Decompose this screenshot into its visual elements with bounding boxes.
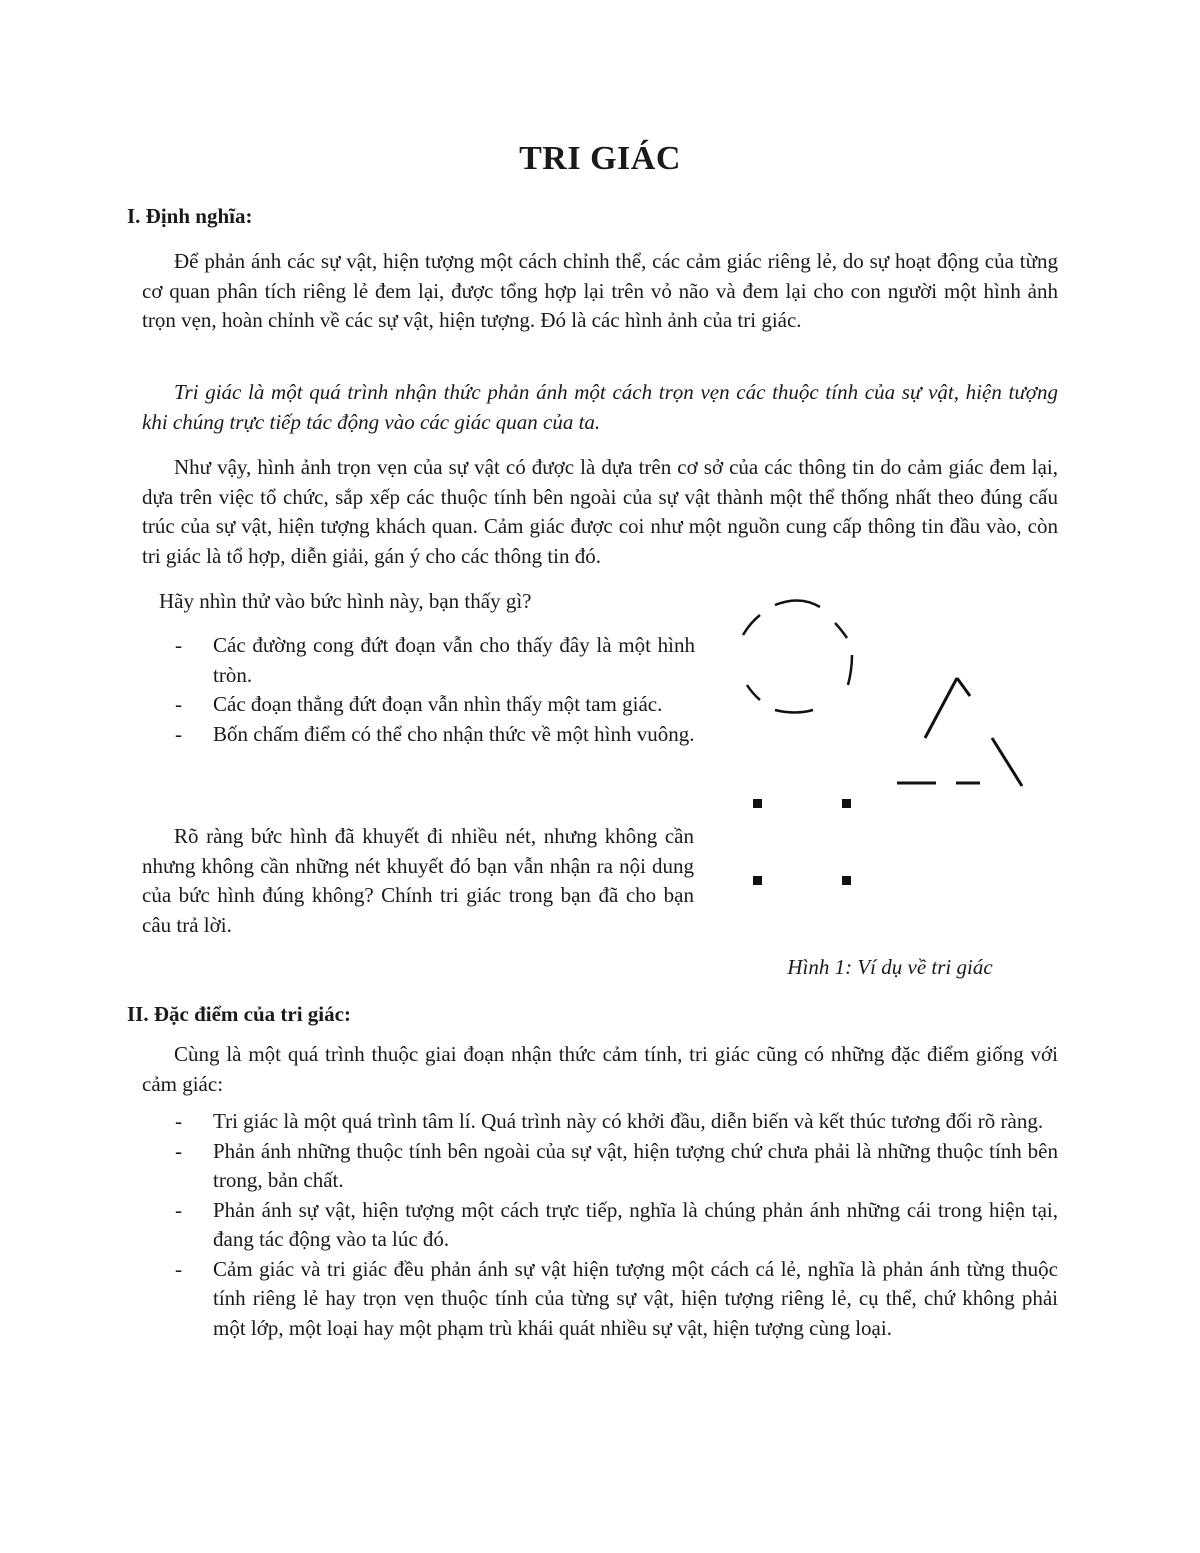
figure-observation-list — [175, 631, 695, 749]
figure-caption: Hình 1: Ví dụ về tri giác — [787, 955, 993, 979]
broken-triangle-figure — [897, 678, 1022, 786]
list-item-text: Bốn chấm điểm có thể cho nhận thức về một hình vuông. — [213, 721, 695, 746]
section-1-paragraph-3: Rõ ràng bức hình đã khuyết đi nhiều nét, nhưng không cần nhưng không cần những nét khuyết đó bạn vẫn nhận ra nội dung của bức hình đúng không? Chính tri giác trong bạn đã cho bạn câu trả lời. — [142, 824, 694, 937]
list-item-text: Phản ánh sự vật, hiện tượng một cách trực tiếp, nghĩa là chúng phản ánh những cái trong hiện tại, đang tác động vào ta lúc đó. — [213, 1197, 1058, 1251]
list-item — [175, 1255, 1058, 1344]
perception-figure — [730, 590, 1040, 910]
list-item-text: Tri giác là một quá trình tâm lí. Quá trình này có khởi đầu, diễn biến và kết thúc tương đối rõ ràng. — [213, 1109, 1044, 1133]
definition-paragraph: Tri giác là một quá trình nhận thức phản ánh một cách trọn vẹn các thuộc tính của sự vật, hiện tượng khi chúng trực tiếp tác động vào các giác quan của ta. — [142, 380, 1058, 434]
section-2-heading: II. Đặc điểm của tri giác: — [127, 1002, 351, 1026]
dash-bullet: - — [175, 721, 182, 746]
characteristics-list — [175, 1107, 1058, 1343]
dash-bullet: - — [175, 633, 182, 657]
dash-bullet: - — [175, 1138, 182, 1163]
figure-question: Hãy nhìn thử vào bức hình này, bạn thấy gì? — [159, 589, 532, 613]
dash-bullet: - — [175, 1197, 182, 1222]
list-item — [175, 1196, 1058, 1255]
list-item-text: Các đoạn thẳng đứt đoạn vẫn nhìn thấy một tam giác. — [213, 692, 663, 716]
section-1-paragraph-1: Để phản ánh các sự vật, hiện tượng một cách chỉnh thể, các cảm giác riêng lẻ, do sự hoạt động của từng cơ quan phân tích riêng lẻ đem lại, được tổng hợp lại trên vỏ não và đem lại cho con người một hình ảnh trọn vẹn, hoàn chỉnh về các sự vật, hiện tượng. Đó là các hình ảnh của tri giác. — [142, 249, 1058, 332]
dash-bullet: - — [175, 692, 182, 716]
broken-circle-figure — [743, 600, 852, 712]
section-1-heading: I. Định nghĩa: — [127, 204, 253, 228]
dash-bullet: - — [175, 1256, 182, 1281]
list-item — [175, 1137, 1058, 1196]
section-2-intro: Cùng là một quá trình thuộc giai đoạn nhận thức cảm tính, tri giác cũng có những đặc điểm giống với cảm giác: — [142, 1042, 1058, 1096]
list-item — [175, 1107, 1058, 1137]
section-1-paragraph-2: Như vậy, hình ảnh trọn vẹn của sự vật có được là dựa trên cơ sở của các thông tin do cảm giác đem lại, dựa trên việc tổ chức, sắp xếp các thuộc tính bên ngoài của sự vật thành một thể thống nhất theo đúng cấu trúc của sự vật, hiện tượng khách quan. Cảm giác được coi như một nguồn cung cấp thông tin đầu vào, còn tri giác là tổ hợp, diễn giải, gán ý cho các thông tin đó. — [142, 455, 1058, 568]
page-title: TRI GIÁC — [519, 140, 681, 177]
list-item-text: Các đường cong đứt đoạn vẫn cho thấy đây là một hình tròn. — [213, 633, 695, 687]
list-item-text: Cảm giác và tri giác đều phản ánh sự vật hiện tượng một cách cá lẻ, nghĩa là phản ánh từng thuộc tính riêng lẻ hay trọn vẹn thuộc tính của từng sự vật, hiện tượng riêng lẻ, cụ thể, chứ không phải một lớp, một loại hay một phạm trù khái quát nhiều sự vật, hiện tượng cùng loại. — [213, 1256, 1058, 1340]
list-item-text: Phản ánh những thuộc tính bên ngoài của sự vật, hiện tượng chứ chưa phải là những thuộc tính bên trong, bản chất. — [213, 1138, 1058, 1192]
list-item — [175, 690, 695, 720]
list-item — [175, 720, 695, 750]
dash-bullet: - — [175, 1109, 182, 1133]
four-dots-figure — [753, 799, 851, 885]
list-item — [175, 631, 695, 690]
